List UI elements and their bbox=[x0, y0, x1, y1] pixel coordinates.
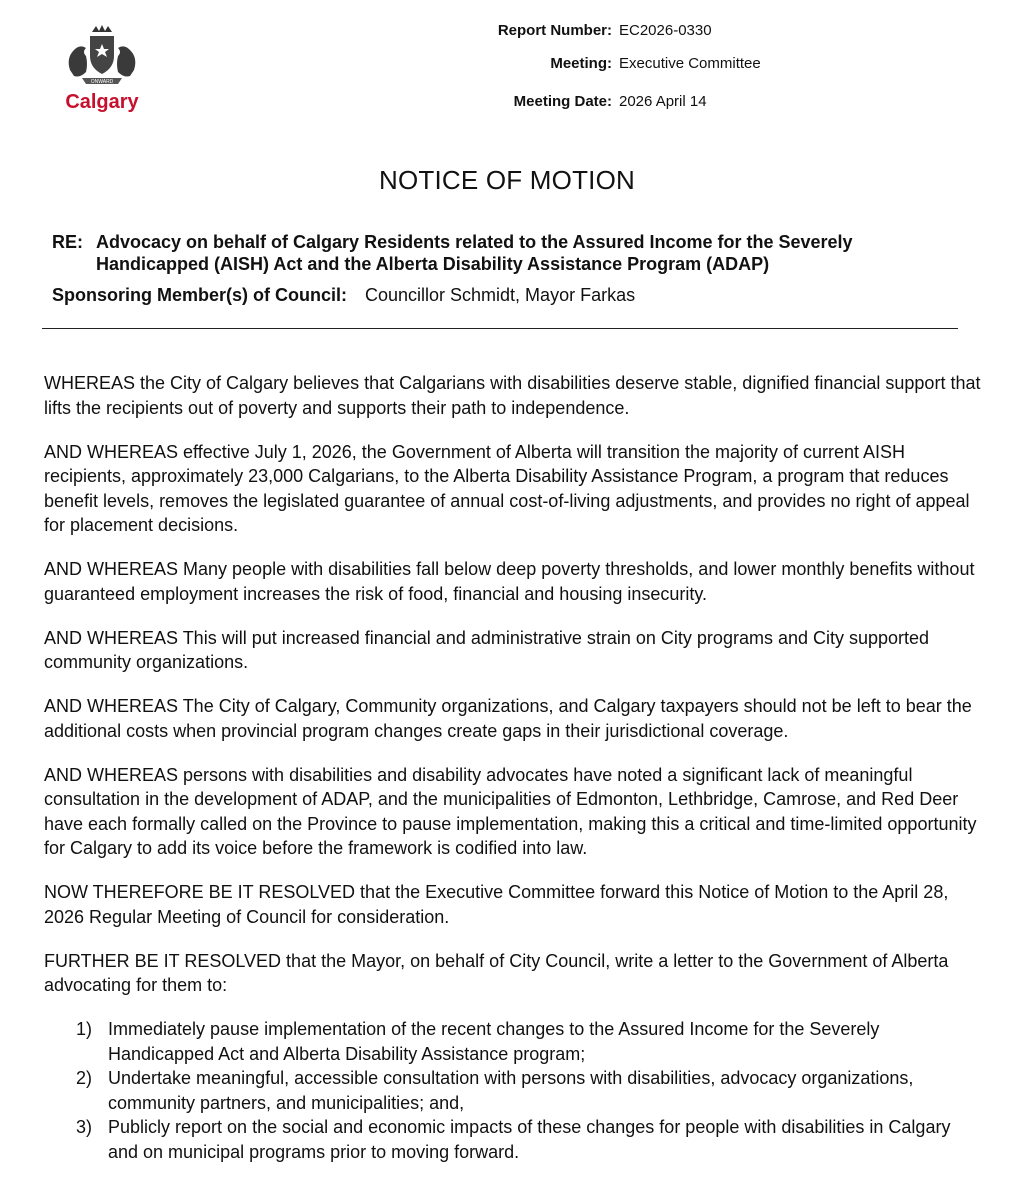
paragraph: FURTHER BE IT RESOLVED that the Mayor, on behalf of City Council, write a letter to the Government of Alberta advocating for them to: bbox=[44, 950, 949, 995]
logo-wordmark: Calgary bbox=[65, 91, 139, 113]
re-label: RE: bbox=[52, 232, 83, 252]
meeting-date-value: 2026 April 14 bbox=[619, 93, 707, 110]
paragraph: AND WHEREAS The City of Calgary, Community organizations, and Calgary taxpayers should not be left to bear the additional costs when provincial program changes create gaps in their jurisdictional coverage. bbox=[44, 696, 972, 741]
resolution-list bbox=[44, 1017, 984, 1164]
list-item bbox=[44, 1066, 984, 1115]
report-number-label: Report Number: bbox=[497, 22, 612, 39]
list-number: 3) bbox=[76, 1117, 93, 1137]
city-crest-icon bbox=[52, 22, 152, 118]
paragraph: AND WHEREAS This will put increased financial and administrative strain on City programs and City supported community organizations. bbox=[44, 627, 930, 672]
meeting-label: Meeting: bbox=[550, 55, 612, 72]
logo-motto: ONWARD bbox=[90, 79, 114, 85]
motion-body bbox=[44, 371, 984, 1164]
sponsor-label: Sponsoring Member(s) of Council: bbox=[52, 285, 347, 305]
list-item bbox=[44, 1017, 984, 1066]
report-number-value: EC2026-0330 bbox=[619, 22, 712, 39]
paragraph: AND WHEREAS Many people with disabilities fall below deep poverty thresholds, and lower monthly benefits without guaranteed employment increases the risk of food, financial and housing insecurity. bbox=[44, 559, 975, 604]
calgary-logo bbox=[52, 22, 152, 118]
list-item bbox=[44, 1115, 984, 1164]
list-text: Publicly report on the social and economic impacts of these changes for people with disabilities in Calgary and on municipal programs prior to moving forward. bbox=[108, 1117, 951, 1162]
list-number: 2) bbox=[76, 1068, 93, 1088]
sponsor-line bbox=[52, 285, 635, 306]
sponsor-value: Councillor Schmidt, Mayor Farkas bbox=[365, 285, 636, 305]
paragraph: AND WHEREAS effective July 1, 2026, the Government of Alberta will transition the majority of current AISH recipients, approximately 23,000 Calgarians, to the Alberta Disability Assistance Program, a program that reduces benefit levels, removes the legislated guarantee of annual cost-of-living adjustments, and provides no right of appeal for placement decisions. bbox=[44, 441, 970, 535]
list-text: Undertake meaningful, accessible consultation with persons with disabilities, advocacy organizations, community partners, and municipalities; and, bbox=[108, 1068, 914, 1113]
meeting-date-label: Meeting Date: bbox=[513, 93, 612, 110]
paragraph: AND WHEREAS persons with disabilities and disability advocates have noted a significant lack of meaningful consultation in the development of ADAP, and the municipalities of Edmonton, Lethbridge, Camrose, and Red Deer have each formally called on the Province to pause implementation, making this a critical and time-limited opportunity for Calgary to add its voice before the framework is codified into law. bbox=[44, 764, 977, 858]
paragraph: NOW THEREFORE BE IT RESOLVED that the Executive Committee forward this Notice of Motion to the April 28, 2026 Regular Meeting of Council for consideration. bbox=[44, 882, 949, 927]
re-text: Advocacy on behalf of Calgary Residents related to the Assured Income for the Severely Handicapped (AISH) Act and the Alberta Disability Assistance Program (ADAP) bbox=[96, 232, 853, 274]
list-number: 1) bbox=[76, 1019, 93, 1039]
list-text: Immediately pause implementation of the recent changes to the Assured Income for the Severely Handicapped Act and Alberta Disability Assistance program; bbox=[108, 1019, 880, 1064]
meeting-value: Executive Committee bbox=[619, 55, 761, 72]
re-section bbox=[52, 231, 952, 275]
divider bbox=[42, 328, 958, 329]
page-title: NOTICE OF MOTION bbox=[379, 165, 635, 195]
paragraph: WHEREAS the City of Calgary believes that Calgarians with disabilities deserve stable, dignified financial support that lifts the recipients out of poverty and supports their path to independence. bbox=[44, 373, 981, 418]
